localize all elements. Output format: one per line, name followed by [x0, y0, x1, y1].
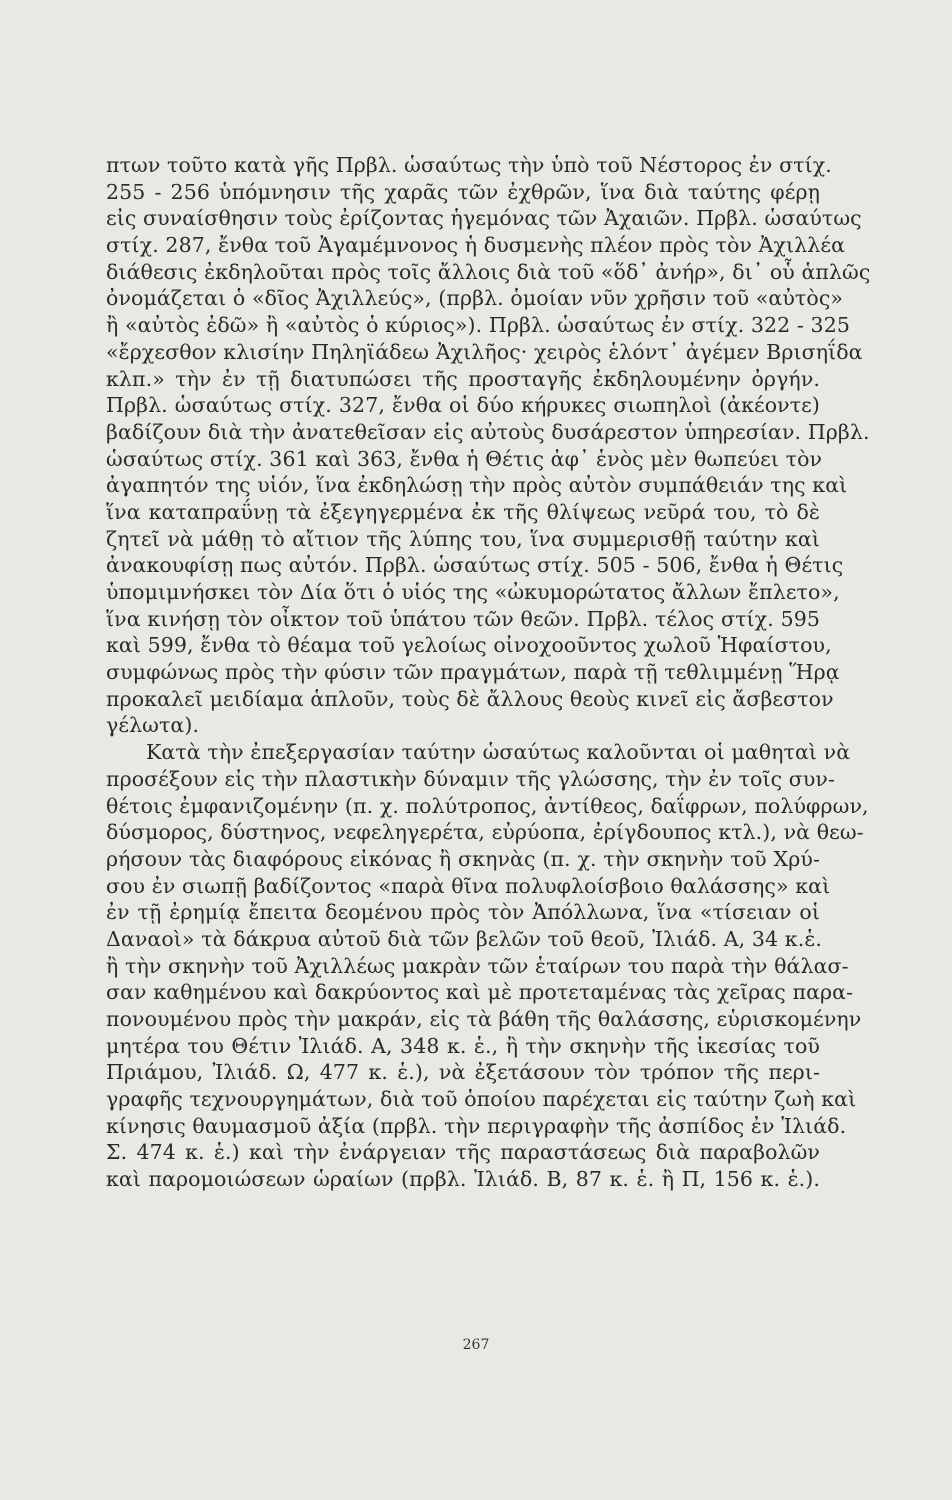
page-number: 267	[462, 1337, 490, 1353]
text-line: καὶ 599, ἔνθα τὸ θέαμα τοῦ γελοίως οἰνοχοοῦντος χωλοῦ Ἡφαίστου,	[106, 633, 832, 658]
text-line: κίνησις θαυμασμοῦ ἀξία (πρβλ. τὴν περιγραφὴν τῆς ἀσπίδος ἐν Ἰλιάδ.	[106, 1113, 847, 1138]
text-line: γέλωτα).	[106, 713, 200, 738]
text-line: κλπ.» τὴν ἐν τῇ διατυπώσει τῆς προσταγῆς ἐκδηλουμένην ὀργήν.	[106, 366, 820, 391]
text-line: Κατὰ τὴν ἐπεξεργασίαν ταύτην ὡσαύτως καλοῦνται οἱ μαθηταὶ νὰ	[146, 740, 851, 765]
text-line: ἢ «αὐτὸς ἐδῶ» ἢ «αὐτὸς ὁ κύριος»). Πρβλ. ὡσαύτως ἐν στίχ. 322 - 325	[106, 313, 850, 338]
text-line: διάθεσις ἐκδηλοῦται πρὸς τοῖς ἄλλοις διὰ τοῦ «ὅδ᾽ ἀνήρ», δι᾽ οὗ ἁπλῶς	[106, 259, 871, 284]
text-line: καὶ παρομοιώσεων ὡραίων (πρβλ. Ἰλιάδ. Β, 87 κ. ἑ. ἢ Π, 156 κ. ἑ.).	[106, 1167, 820, 1192]
text-line: πτων τοῦτο κατὰ γῆς Πρβλ. ὡσαύτως τὴν ὑπὸ τοῦ Νέστορος ἐν στίχ.	[106, 153, 832, 177]
text-line: Πρβλ. ὡσαύτως στίχ. 327, ἔνθα οἱ δύο κήρυκες σιωπηλοὶ (ἀκέοντε)	[106, 393, 820, 418]
text-line: μητέρα του Θέτιν Ἰλιάδ. Α, 348 κ. ἑ., ἢ τὴν σκηνὴν τῆς ἱκεσίας τοῦ	[106, 1033, 820, 1058]
text-line: ἢ τὴν σκηνὴν τοῦ Ἀχιλλέως μακρὰν τῶν ἑταίρων του παρὰ τὴν θάλασ-	[106, 953, 849, 978]
text-line: σου ἐν σιωπῇ βαδίζοντος «παρὰ θῖνα πολυφλοίσβοιο θαλάσσης» καὶ	[106, 873, 831, 898]
text-line: πονουμένου πρὸς τὴν μακράν, εἰς τὰ βάθη τῆς θαλάσσης, εὑρισκομένην	[106, 1007, 862, 1031]
text-line: ἐν τῇ ἐρημίᾳ ἔπειτα δεομένου πρὸς τὸν Ἀπόλλωνα, ἵνα «τίσειαν οἱ	[106, 900, 820, 925]
text-line: ζητεῖ νὰ μάθῃ τὸ αἴτιον τῆς λύπης του, ἵνα συμμερισθῇ ταύτην καὶ	[106, 526, 820, 551]
text-line: Δαναοὶ» τὰ δάκρυα αὐτοῦ διὰ τῶν βελῶν τοῦ θεοῦ, Ἰλιάδ. Α, 34 κ.ἑ.	[106, 926, 823, 951]
text-line: ὑπομιμνήσκει τὸν Δία ὅτι ὁ υἱός της «ὠκυμορώτατος ἄλλων ἔπλετο»,	[106, 580, 840, 604]
text-line: ὀνομάζεται ὁ «δῖος Ἀχιλλεύς», (πρβλ. ὁμοίαν νῦν χρῆσιν τοῦ «αὐτὸς»	[106, 286, 844, 311]
text-line: ἵνα κινήσῃ τὸν οἶκτον τοῦ ὑπάτου τῶν θεῶν. Πρβλ. τέλος στίχ. 595	[106, 606, 820, 631]
text-line: βαδίζουν διὰ τὴν ἀνατεθεῖσαν εἰς αὐτοὺς δυσάρεστον ὑπηρεσίαν. Πρβλ.	[106, 419, 870, 444]
text-line: προσέξουν εἰς τὴν πλαστικὴν δύναμιν τῆς γλώσσης, τὴν ἐν τοῖς συν-	[106, 766, 836, 791]
text-line: γραφῆς τεχνουργημάτων, διὰ τοῦ ὁποίου παρέχεται εἰς ταύτην ζωὴ καὶ	[106, 1087, 857, 1112]
text-line: εἰς συναίσθησιν τοὺς ἐρίζοντας ἡγεμόνας τῶν Ἀχαιῶν. Πρβλ. ὡσαύτως	[106, 206, 862, 231]
text-line: συμφώνως πρὸς τὴν φύσιν τῶν πραγμάτων, παρὰ τῇ τεθλιμμένῃ Ἥρᾳ	[106, 660, 840, 685]
text-line: ἀνακουφίσῃ πως αὐτόν. Πρβλ. ὡσαύτως στίχ. 505 - 506, ἔνθα ἡ Θέτις	[106, 553, 844, 578]
text-line: ρήσουν τὰς διαφόρους εἰκόνας ἢ σκηνὰς (π. χ. τὴν σκηνὴν τοῦ Χρύ-	[106, 846, 820, 871]
text-line: σαν καθημένου καὶ δακρύοντος καὶ μὲ προτεταμένας τὰς χεῖρας παρα-	[106, 980, 854, 1005]
page-body-text	[106, 152, 871, 1193]
text-line: «ἔρχεσθον κλισίην Πηληϊάδεω Ἀχιλῆος· χειρὸς ἑλόντ᾽ ἀγέμεν Βρισηΐδα	[106, 339, 863, 364]
text-line: Πριάμου, Ἰλιάδ. Ω, 477 κ. ἑ.), νὰ ἐξετάσουν τὸν τρόπον τῆς περι-	[106, 1060, 820, 1085]
text-line: δύσμορος, δύστηνος, νεφεληγερέτα, εὐρύοπα, ἐρίγδουπος κτλ.), νὰ θεω-	[106, 820, 864, 845]
text-line: θέτοις ἐμφανιζομένην (π. χ. πολύτροπος, ἀντίθεος, δαΐφρων, πολύφρων,	[106, 793, 869, 818]
text-line: 255 - 256 ὑπόμνησιν τῆς χαρᾶς τῶν ἐχθρῶν, ἵνα διὰ ταύτης φέρῃ	[106, 179, 820, 204]
text-line: Σ. 474 κ. ἑ.) καὶ τὴν ἐνάργειαν τῆς παραστάσεως διὰ παραβολῶν	[106, 1140, 820, 1165]
text-line: προκαλεῖ μειδίαμα ἁπλοῦν, τοὺς δὲ ἄλλους θεοὺς κινεῖ εἰς ἄσβεστον	[106, 686, 834, 711]
text-line: στίχ. 287, ἔνθα τοῦ Ἀγαμέμνονος ἡ δυσμενὴς πλέον πρὸς τὸν Ἀχιλλέα	[106, 233, 846, 258]
text-line: ὡσαύτως στίχ. 361 καὶ 363, ἔνθα ἡ Θέτις ἀφ᾽ ἑνὸς μὲν θωπεύει τὸν	[106, 446, 823, 471]
text-line: ἀγαπητόν της υἱόν, ἵνα ἐκδηλώσῃ τὴν πρὸς αὐτὸν συμπάθειάν της καὶ	[106, 473, 848, 498]
text-line: ἵνα καταπραΰνῃ τὰ ἐξεγηγερμένα ἐκ τῆς θλίψεως νεῦρά του, τὸ δὲ	[106, 499, 820, 524]
